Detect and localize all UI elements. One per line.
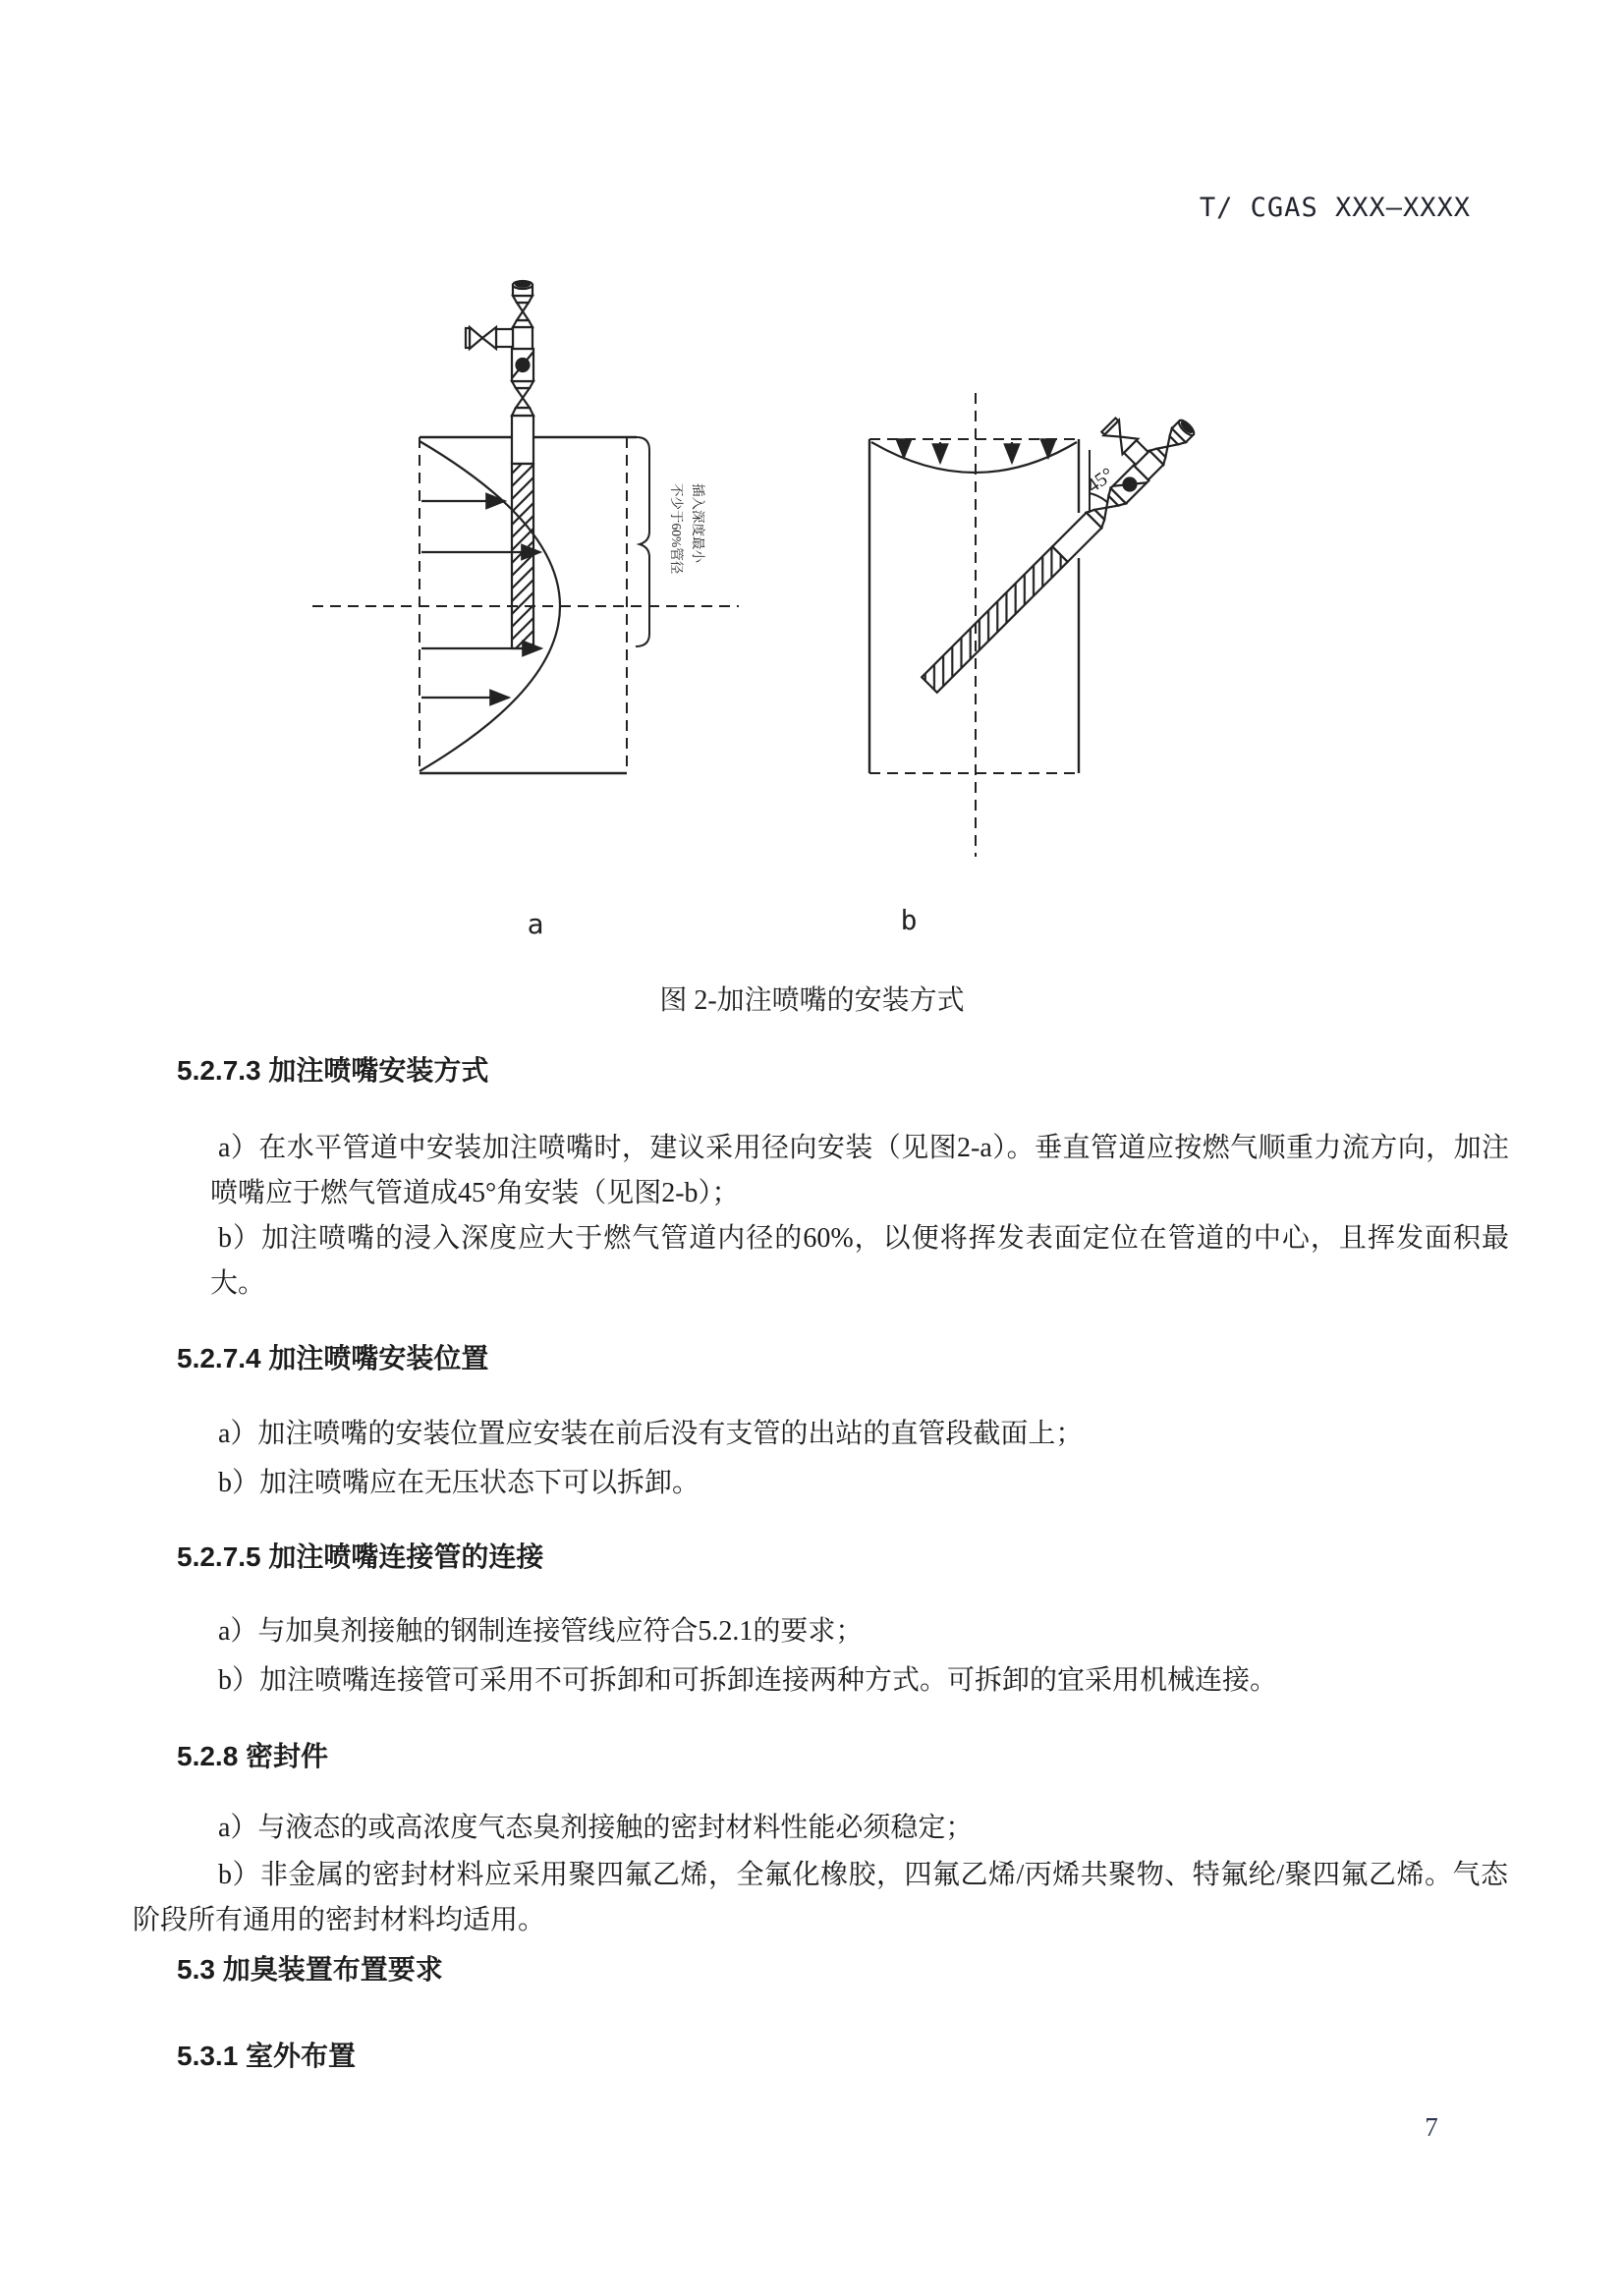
- depth-note-line1: 插入深度最小: [691, 483, 705, 563]
- nozzle-assembly-b: [889, 385, 1197, 693]
- document-header: T/ CGAS XXX—XXXX: [1199, 193, 1471, 223]
- para-5-2-8-a: a）与液态的或高浓度气态臭剂接触的密封材料性能必须稳定；: [218, 1813, 974, 1843]
- figure-b-vertical-pipe: [869, 385, 1197, 857]
- para-5-2-7-3-a: a）在水平管道中安装加注喷嘴时，建议采用径向安装（见图2-a）。垂直管道应按燃气顺重力流方向，加注喷嘴应于燃气管道成45°角安装（见图2-b）；: [210, 1133, 1509, 1208]
- para-5-2-7-4-a: a）加注喷嘴的安装位置应安装在前后没有支管的出站的直管段截面上；: [218, 1419, 1084, 1449]
- depth-brace: [636, 437, 649, 646]
- para-5-2-7-3-b: b）加注喷嘴的浸入深度应大于燃气管道内径的60%，以便将挥发表面定位在管道的中心，且挥发面积最大。: [210, 1223, 1509, 1299]
- nozzle-assembly-a: [466, 281, 533, 648]
- heading-5-3-1: 5.3.1 室外布置: [177, 2041, 357, 2071]
- heading-5-3: 5.3 加臭装置布置要求: [177, 1954, 443, 1985]
- heading-5-2-7-4: 5.2.7.4 加注喷嘴安装位置: [177, 1343, 489, 1373]
- figure-a-horizontal-pipe: [312, 281, 739, 773]
- para-5-2-7-5-b: b）加注喷嘴连接管可采用不可拆卸和可拆卸连接两种方式。可拆卸的宜采用机械连接。: [218, 1665, 1278, 1696]
- figure-2-diagram: [246, 177, 1248, 874]
- velocity-profile-b: [871, 442, 1077, 473]
- page-number: 7: [1425, 2112, 1438, 2142]
- heading-5-2-7-5: 5.2.7.5 加注喷嘴连接管的连接: [177, 1541, 544, 1572]
- figure-caption: 图 2-加注喷嘴的安装方式: [659, 985, 965, 1016]
- para-5-2-7-4-b: b）加注喷嘴应在无压状态下可以拆卸。: [218, 1468, 700, 1498]
- figure-b-label: b: [900, 904, 918, 936]
- heading-5-2-8: 5.2.8 密封件: [177, 1741, 329, 1771]
- para-5-2-8-b: b）非金属的密封材料应采用聚四氟乙烯，全氟化橡胶，四氟乙烯/丙烯共聚物、特氟纶/聚四氟乙烯。气态阶段所有通用的密封材料均适用。: [133, 1860, 1508, 1935]
- angle-label: 45°: [1083, 464, 1118, 498]
- para-5-2-7-5-a: a）与加臭剂接触的钢制连接管线应符合5.2.1的要求；: [218, 1616, 864, 1647]
- depth-note-line2: 不少于60%管径: [669, 483, 684, 575]
- figure-a-label: a: [527, 908, 544, 940]
- heading-5-2-7-3: 5.2.7.3 加注喷嘴安装方式: [177, 1055, 489, 1086]
